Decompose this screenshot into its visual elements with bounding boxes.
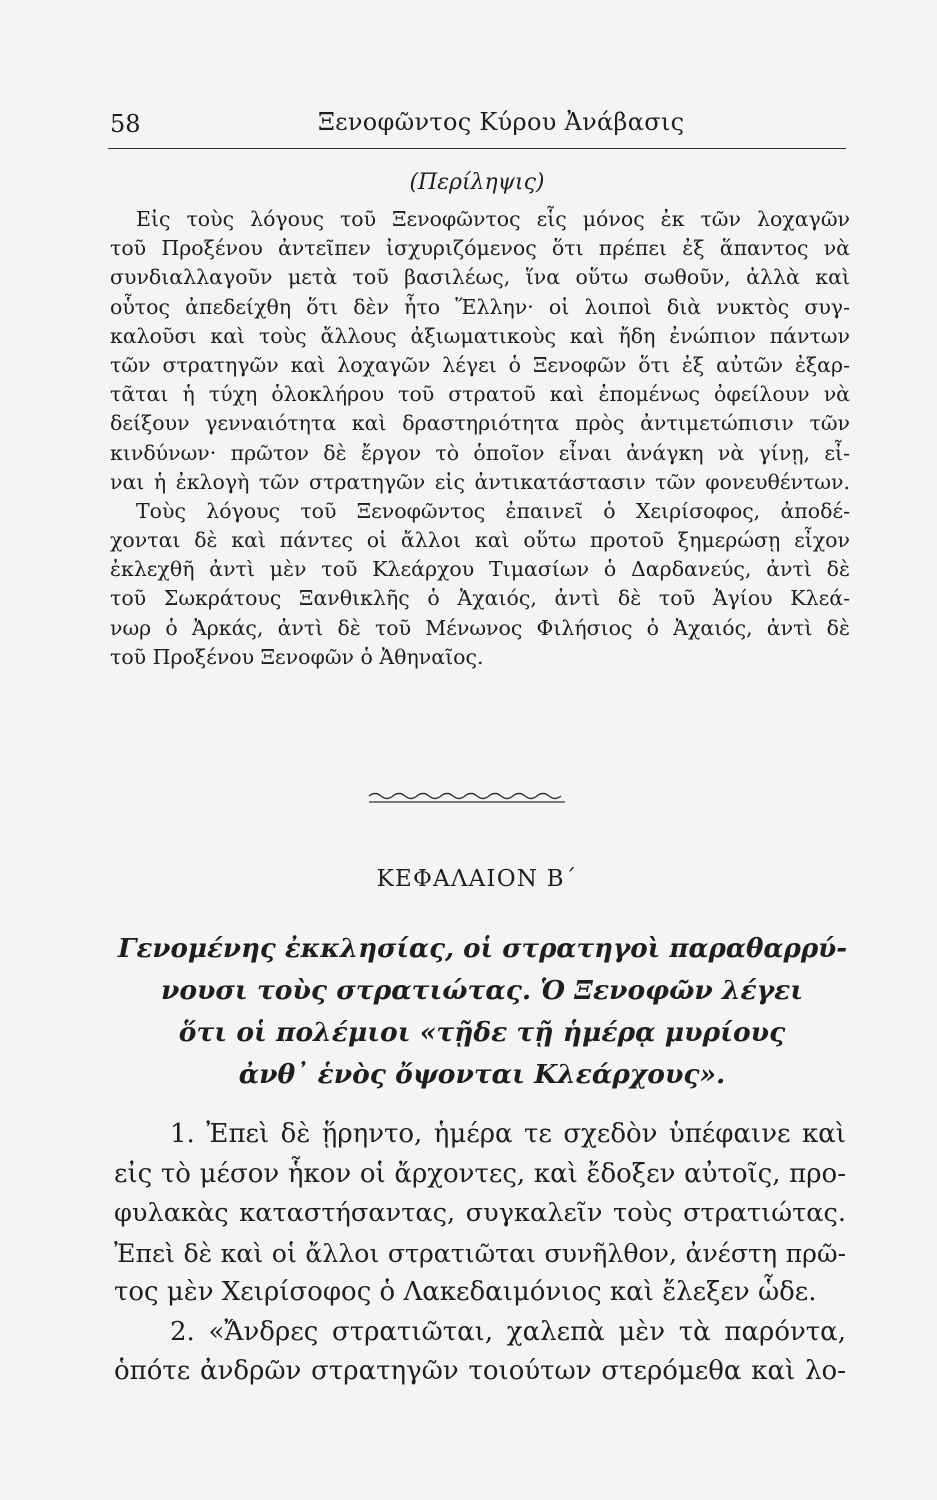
summary-line: χονται δὲ καὶ πάντες οἱ ἄλλοι καὶ οὕτω προτοῦ ξημερώσῃ εἶχον	[110, 528, 850, 553]
text-line: 2. «Ἄνδρες στρατιῶται, χαλεπὰ μὲν τὰ παρόντα,	[170, 1316, 846, 1347]
wavy-divider	[367, 790, 567, 806]
running-title: Ξενοφῶντος Κύρου Ἀνάβασις	[318, 108, 685, 136]
chapter-summary-line: ὅτι οἱ πολέμιοι «τῇδε τῇ ἡμέρᾳ μυρίους	[178, 1017, 786, 1048]
text-line: 1. Ἐπεὶ δὲ ᾕρηντο, ἡμέρα τε σχεδὸν ὑπέφαινε καὶ	[170, 1119, 846, 1149]
chapter-text	[114, 1115, 846, 1392]
chapter-summary	[118, 928, 846, 1096]
summary-line: κινδύνων· πρῶτον δὲ ἔργον τὸ ὁποῖον εἶναι ἀνάγκη νὰ γίνῃ, εἶ-	[110, 440, 850, 465]
summary-line: Εἰς τοὺς λόγους τοῦ Ξενοφῶντος εἷς μόνος ἐκ τῶν λοχαγῶν	[136, 207, 850, 231]
page-number: 58	[110, 110, 141, 138]
summary-paragraph	[110, 205, 850, 672]
summary-line: τῶν στρατηγῶν καὶ λοχαγῶν λέγει ὁ Ξενοφῶν ὅτι ἐξ αὐτῶν ἐξαρ-	[110, 352, 850, 377]
page-header	[108, 108, 846, 149]
summary-line: οὗτος ἀπεδείχθη ὅτι δὲν ἦτο Ἕλλην· οἱ λοιποὶ διὰ νυκτὸς συγ-	[110, 294, 850, 319]
text-line: φυλακὰς καταστήσαντας, συγκαλεῖν τοὺς στρατιώτας.	[114, 1198, 846, 1228]
summary-line: ἐκλεχθῆ ἀντὶ μὲν τοῦ Κλεάρχου Τιμασίων ὁ Δαρδανεύς, ἀντὶ δὲ	[110, 557, 850, 582]
text-line: ὁπότε ἀνδρῶν στρατηγῶν τοιούτων στερόμεθα καὶ λο-	[114, 1356, 846, 1386]
summary-line: συνδιαλλαγοῦν μετὰ τοῦ βασιλέως, ἵνα οὕτω σωθοῦν, ἀλλὰ καὶ	[110, 265, 850, 290]
summary-line: νωρ ὁ Ἀρκάς, ἀντὶ δὲ τοῦ Μένωνος Φιλήσιος ὁ Ἀχαιός, ἀντὶ δὲ	[110, 615, 850, 640]
summary-line: τᾶται ἡ τύχη ὁλοκλήρου τοῦ στρατοῦ καὶ ἑπομένως ὀφείλουν νὰ	[110, 382, 850, 407]
text-line: τος μὲν Χειρίσοφος ὁ Λακεδαιμόνιος καὶ ἔλεξεν ὧδε.	[114, 1277, 817, 1307]
chapter-summary-line: ἀνθ᾽ ἑνὸς ὄψονται Κλεάρχους».	[238, 1059, 726, 1090]
summary-line: δείξουν γενναιότητα καὶ δραστηριότητα πρὸς ἀντιμετώπισιν τῶν	[110, 411, 850, 436]
summary-line: Τοὺς λόγους τοῦ Ξενοφῶντος ἐπαινεῖ ὁ Χειρίσοφος, ἀποδέ-	[136, 498, 850, 523]
chapter-summary-line: νουσι τοὺς στρατιώτας. Ὁ Ξενοφῶν λέγει	[160, 975, 804, 1006]
summary-line: καλοῦσι καὶ τοὺς ἄλλους ἀξιωματικοὺς καὶ ἤδη ἐνώπιον πάντων	[110, 323, 850, 348]
summary-line: τοῦ Προξένου ἀντεῖπεν ἰσχυριζόμενος ὅτι πρέπει ἐξ ἅπαντος νὰ	[110, 236, 850, 261]
summary-heading: (Περίληψις)	[409, 170, 545, 195]
chapter-heading: ΚΕΦΑΛΑΙΟΝ Β΄	[376, 866, 578, 892]
chapter-summary-line: Γενομένης ἐκκλησίας, οἱ στρατηγοὶ παραθαρρύ-	[118, 933, 848, 964]
summary-line: τοῦ Προξένου Ξενοφῶν ὁ Ἀθηναῖος.	[110, 644, 484, 669]
text-line: Ἐπεὶ δὲ καὶ οἱ ἄλλοι στρατιῶται συνῆλθον, ἀνέστη πρῶ-	[114, 1238, 846, 1268]
text-line: εἰς τὸ μέσον ἧκον οἱ ἄρχοντες, καὶ ἔδοξεν αὐτοῖς, προ-	[114, 1158, 846, 1189]
summary-line: ναι ἡ ἐκλογὴ τῶν στρατηγῶν εἰς ἀντικατάστασιν τῶν φονευθέντων.	[110, 469, 850, 494]
summary-line: τοῦ Σωκράτους Ξανθικλῆς ὁ Ἀχαιός, ἀντὶ δὲ τοῦ Ἀγίου Κλεά-	[110, 586, 850, 611]
